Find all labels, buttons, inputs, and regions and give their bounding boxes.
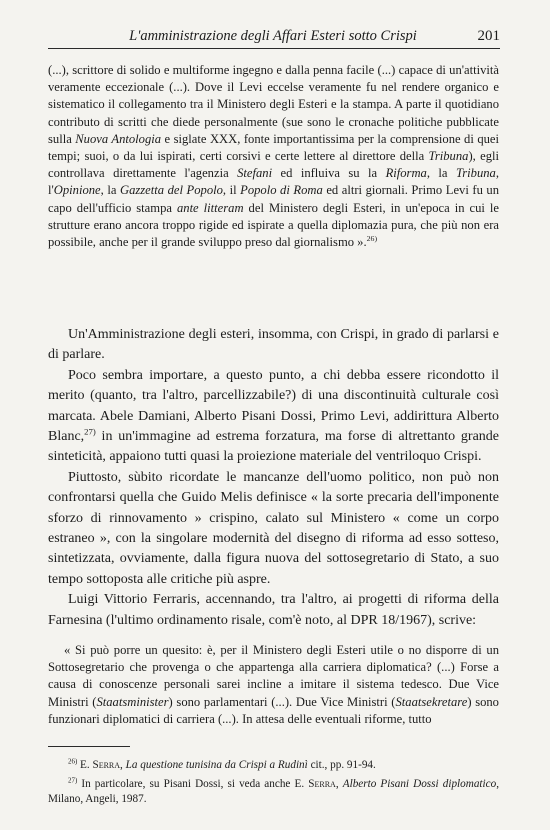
body-paragraph-3: Piuttosto, sùbito ricordate le mancanze dell'uomo politico, non può non confrontarsi quella che Guido Melis definisce « la sorte precaria dell'imponente sforzo di rinnovamento » crispino, calato sul Ministero « come un corpo estraneo », con la singolare modernità del disegno di riforma ad esso sotteso, sintetizzata, ovviamente, dalla figura nuova del sottosegretario di Stato, a suo tempo sottoposta alle critiche più aspre.	[48, 469, 499, 587]
header-rule	[48, 48, 500, 49]
footnote-27: $^{27)}$ In particolare, su Pisani Dossi, si veda anche E. Serra, Alberto Pisani Dossi diplomatico, Milano, Angeli, 1987.	[48, 775, 499, 806]
block-quote-top	[48, 62, 499, 251]
main-body	[48, 325, 499, 631]
quote-paragraph: (...), scrittore di solido e multiforme ingegno e dalla penna facile (...) capace di un'attività veramente eccezionale (...). Dove il Levi eccelse veramente fu nel rendere organico e sistematico il collegamento tra il Ministero degli Esteri e la stampa. A parte il quotidiano contributo di scritti che diede personalmente (sue sono le cronache politiche pubblicate sulla Nuova Antologia e siglate XXX, fonte importantissima per la comprensione di quei tempi; suoi, o da lui ispirati, certi corsivi e certe lettere al direttore della Tribuna), egli controllava direttamente l'agenzia Stefani ed influiva su la Riforma, la Tribuna, l'Opinione, la Gazzetta del Popolo, il Popolo di Roma ed altri giornali. Primo Levi fu un capo dell'ufficio stampa ante litteram del Ministero degli Esteri, in un'epoca in cui le strutture erano ancora troppo rigide ed ispirate a quella diplomazia pura, che più non era possibile, anche per il grande sviluppo preso dal giornalismo ».$^{26)}$	[48, 63, 500, 250]
footnote-ref-27: 27)	[84, 426, 96, 437]
footnote-ref-26: 26)	[366, 233, 378, 243]
running-head	[48, 28, 500, 50]
footnotes	[48, 758, 499, 811]
running-title: L'amministrazione degli Affari Esteri sotto Crispi	[129, 28, 417, 44]
body-paragraph-2: Poco sembra importare, a questo punto, a chi debba essere ricondotto il merito (quanto, tra l'altro, parcellizzabile?) di una discontinuità culturale così marcata. Abele Damiani, Alberto Pisani Dossi, Primo Levi, addirittura Alberto Blanc,$^{27)}$ in un'immagine ad estrema forzatura, ma forse di altrettanto grande sinteticità, appaiono tutti quasi la proiezione materiale del ventriloquo Crispi.	[48, 367, 499, 465]
body-paragraph-4: Luigi Vittorio Ferraris, accennando, tra l'altro, ai progetti di riforma della Farnesina (l'ultimo ordinamento risale, com'è noto, al DPR 18/1967), scrive:	[48, 592, 499, 628]
block-quote-bottom	[48, 642, 499, 728]
footnote-rule	[48, 746, 130, 747]
body-paragraph-1: Un'Amministrazione degli esteri, insomma, con Crispi, in grado di parlarsi e di parlare.	[48, 327, 499, 363]
page-number: 201	[477, 28, 500, 44]
footnote-26: $^{26)}$ E. Serra, La questione tunisina da Crispi a Rudinì cit., pp. 91-94.	[68, 757, 376, 771]
quote-paragraph: « Si può porre un quesito: è, per il Ministero degli Esteri utile o no disporre di un Sottosegretario che provenga o che appartenga alla carriera diplomatica? (...) Forse a causa di conoscenze personali sarei incline a imitare il sistema tedesco. Due Vice Ministri (Staatsminister) sono parlamentari (...). Due Vice Ministri (Staatsekretare) sono funzionari diplomatici di carriera (...). In attesa delle eventuali riforme, tutto	[48, 643, 499, 726]
